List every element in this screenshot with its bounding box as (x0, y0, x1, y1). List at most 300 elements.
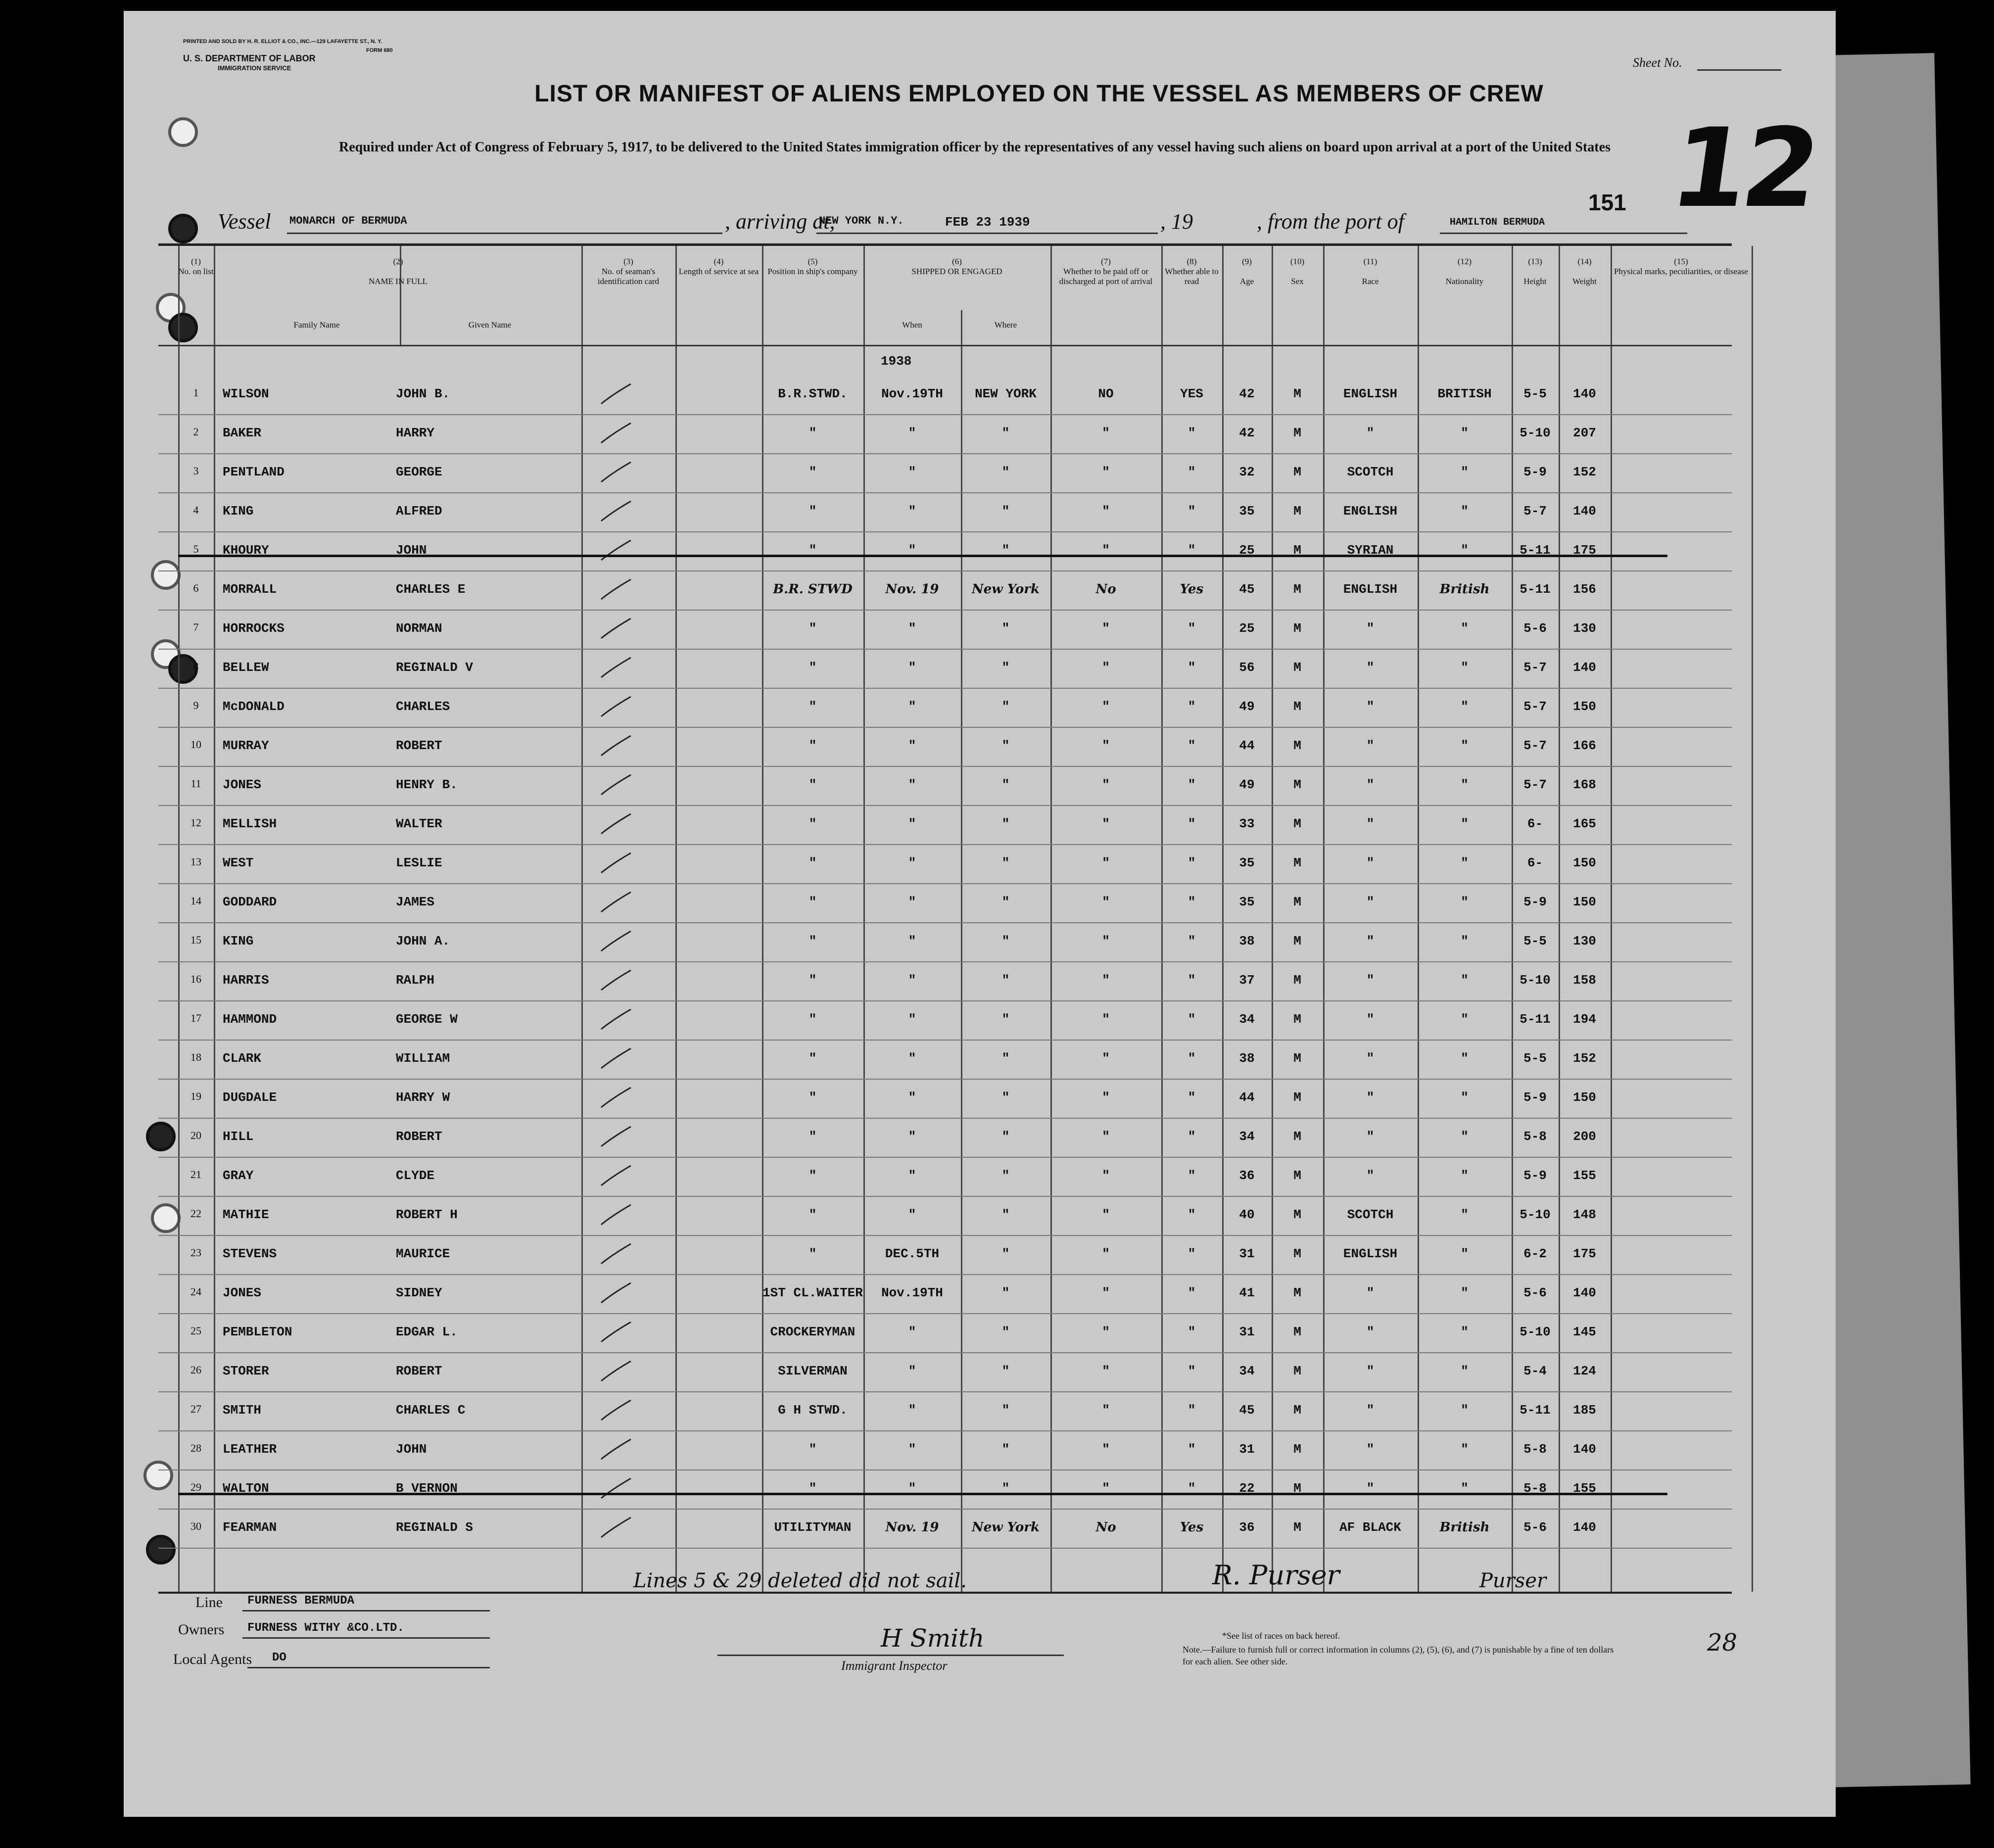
cell-family: WEST (223, 855, 254, 870)
cell-nat: " (1461, 1090, 1469, 1105)
check-mark-icon (599, 1124, 633, 1149)
cell-weight: 156 (1573, 582, 1596, 597)
cell-position: " (808, 1129, 817, 1144)
races-note: *See list of races on back hereof. (1222, 1631, 1340, 1641)
cell-sex: M (1293, 1481, 1301, 1496)
cell-read: " (1187, 1364, 1196, 1378)
cell-position: " (808, 1090, 817, 1105)
table-row (158, 884, 1732, 923)
table-row (158, 1392, 1732, 1431)
cell-where: " (1001, 1207, 1010, 1222)
cell-family: KHOURY (223, 543, 269, 558)
cell-height: 5-5 (1523, 934, 1547, 948)
check-mark-icon (599, 1515, 633, 1540)
cell-age: 35 (1239, 895, 1255, 909)
cell-nat: " (1461, 1442, 1469, 1457)
cell-weight: 150 (1573, 1090, 1596, 1105)
cell-sex: M (1293, 1090, 1301, 1105)
page-subtitle: Required under Act of Congress of February 5, 1917, to be delivered to the United States immigration officer by the representatives of any vessel having such aliens on board upon arrival at a port of the United States (339, 140, 1611, 155)
department: U. S. DEPARTMENT OF LABOR (183, 53, 316, 63)
cell-family: KING (223, 934, 254, 948)
cell-position: " (808, 1051, 817, 1066)
cell-when: " (908, 426, 916, 440)
cell-nat: British (1439, 582, 1490, 597)
cell-read: " (1187, 1168, 1196, 1183)
cell-family: HILL (223, 1129, 254, 1144)
cell-where: " (1001, 699, 1010, 714)
cell-sex: M (1293, 699, 1301, 714)
cell-given: JOHN (396, 1442, 427, 1457)
cell-weight: 155 (1573, 1168, 1596, 1183)
cell-given: CLYDE (396, 1168, 435, 1183)
cell-family: MURRAY (223, 738, 269, 753)
list-number: 151 (1588, 190, 1626, 215)
service: IMMIGRATION SERVICE (218, 64, 291, 72)
from-port-label: , from the port of (1257, 209, 1404, 234)
col-head-10: (10) Sex (1290, 257, 1305, 286)
cell-nat: " (1461, 465, 1469, 479)
cell-race: " (1366, 816, 1375, 831)
sheet-number-line (1697, 69, 1781, 71)
cell-given: GEORGE W (396, 1012, 458, 1027)
cell-paid: No (1095, 1520, 1116, 1535)
cell-read: " (1187, 1481, 1196, 1496)
cell-family: LEATHER (223, 1442, 277, 1457)
cell-family: HORROCKS (223, 621, 285, 636)
cell-race: " (1366, 426, 1375, 440)
cell-age: 38 (1239, 1051, 1255, 1066)
cell-when: Nov. 19 (885, 582, 939, 597)
cell-sex: M (1293, 1246, 1301, 1261)
cell-paid: " (1102, 543, 1110, 558)
cell-read: " (1187, 1246, 1196, 1261)
cell-age: 41 (1239, 1285, 1255, 1300)
cell-position: " (808, 934, 817, 948)
cell-height: 5-8 (1523, 1481, 1547, 1496)
cell-given: HENRY B. (396, 777, 458, 792)
cell-family: PEMBLETON (223, 1325, 292, 1339)
cell-sex: M (1293, 543, 1301, 558)
table-row (158, 1431, 1732, 1470)
cell-given: ROBERT (396, 1364, 442, 1378)
cell-given: WILLIAM (396, 1051, 450, 1066)
cell-weight: 165 (1573, 816, 1596, 831)
cell-nat: " (1461, 816, 1469, 831)
cell-where: " (1001, 895, 1010, 909)
cell-where: " (1001, 1168, 1010, 1183)
cell-height: 5-7 (1523, 504, 1547, 519)
cell-position: " (808, 1168, 817, 1183)
cell-weight: 130 (1573, 934, 1596, 948)
table-row (158, 493, 1732, 532)
cell-read: " (1187, 1207, 1196, 1222)
cell-family: BAKER (223, 426, 262, 440)
cell-no: 21 (190, 1168, 201, 1181)
cell-race: " (1366, 934, 1375, 948)
cell-paid: " (1102, 465, 1110, 479)
cell-age: 25 (1239, 621, 1255, 636)
table-row (158, 766, 1732, 806)
cell-when: " (908, 738, 916, 753)
cell-family: PENTLAND (223, 465, 285, 479)
punch-hole (168, 117, 198, 147)
cell-given: HARRY (396, 426, 435, 440)
cell-sex: M (1293, 1442, 1301, 1457)
cell-given: RALPH (396, 973, 435, 988)
cell-given: JOHN B. (396, 386, 450, 401)
cell-race: ENGLISH (1343, 1246, 1398, 1261)
cell-when: " (908, 895, 916, 909)
cell-where: " (1001, 1090, 1010, 1105)
cell-no: 10 (190, 738, 201, 751)
cell-where: New York (971, 582, 1040, 597)
cell-height: 5-7 (1523, 777, 1547, 792)
cell-sex: M (1293, 816, 1301, 831)
table-row (158, 1196, 1732, 1235)
cell-sex: M (1293, 386, 1301, 401)
cell-read: Yes (1180, 582, 1204, 597)
cell-age: 44 (1239, 738, 1255, 753)
check-mark-icon (599, 1163, 633, 1188)
cell-weight: 148 (1573, 1207, 1596, 1222)
cell-no: 3 (193, 465, 199, 477)
cell-position: " (808, 816, 817, 831)
cell-position: " (808, 660, 817, 675)
cell-paid: " (1102, 1207, 1110, 1222)
cell-when: " (908, 1012, 916, 1027)
cell-where: " (1001, 1325, 1010, 1339)
cell-nat: " (1461, 543, 1469, 558)
cell-sex: M (1293, 1403, 1301, 1418)
cell-where: " (1001, 426, 1010, 440)
cell-given: ROBERT H (396, 1207, 458, 1222)
cell-read: " (1187, 543, 1196, 558)
cell-height: 5-10 (1519, 426, 1551, 440)
table-row (158, 571, 1732, 610)
cell-sex: M (1293, 777, 1301, 792)
agents-label: Local Agents (173, 1651, 252, 1667)
cell-position: B.R.STWD. (778, 386, 848, 401)
check-mark-icon (599, 733, 633, 758)
cell-paid: " (1102, 1051, 1110, 1066)
cell-no: 15 (190, 934, 201, 946)
cell-nat: " (1461, 699, 1469, 714)
col-subhead-family: Family Name (293, 320, 340, 330)
check-mark-icon (599, 499, 633, 523)
cell-race: ENGLISH (1343, 386, 1398, 401)
cell-race: SCOTCH (1347, 465, 1394, 479)
cell-no: 19 (190, 1090, 201, 1102)
cell-age: 38 (1239, 934, 1255, 948)
table-row (158, 610, 1732, 649)
cell-nat: " (1461, 1168, 1469, 1183)
cell-no: 6 (193, 582, 199, 594)
cell-height: 5-6 (1523, 621, 1547, 636)
col-head-4: (4) Length of service at sea (678, 257, 759, 276)
check-mark-icon (599, 616, 633, 641)
check-mark-icon (599, 1398, 633, 1422)
cell-height: 5-7 (1523, 660, 1547, 675)
cell-position: " (808, 1207, 817, 1222)
table-row (158, 1275, 1732, 1314)
cell-nat: " (1461, 855, 1469, 870)
table-row (158, 923, 1732, 962)
cell-height: 6-2 (1523, 1246, 1547, 1261)
cell-race: SYRIAN (1347, 543, 1394, 558)
col-head-9: (9) Age (1239, 257, 1254, 286)
table-row (158, 1001, 1732, 1040)
cell-when: " (908, 816, 916, 831)
cell-position: " (808, 426, 817, 440)
strike-through-line (178, 555, 1667, 557)
cell-read: " (1187, 934, 1196, 948)
check-mark-icon (599, 1241, 633, 1266)
cell-race: " (1366, 1442, 1375, 1457)
cell-nat: " (1461, 504, 1469, 519)
cell-sex: M (1293, 1051, 1301, 1066)
cell-paid: " (1102, 777, 1110, 792)
cell-race: " (1366, 777, 1375, 792)
cell-nat: " (1461, 738, 1469, 753)
cell-age: 34 (1239, 1129, 1255, 1144)
cell-family: BELLEW (223, 660, 269, 675)
cell-paid: " (1102, 1481, 1110, 1496)
cell-age: 56 (1239, 660, 1255, 675)
cell-weight: 130 (1573, 621, 1596, 636)
cell-nat: " (1461, 777, 1469, 792)
cell-height: 5-11 (1519, 543, 1551, 558)
cell-read: " (1187, 699, 1196, 714)
cell-when: " (908, 621, 916, 636)
cell-weight: 155 (1573, 1481, 1596, 1496)
cell-height: 5-11 (1519, 1403, 1551, 1418)
cell-given: JAMES (396, 895, 435, 909)
cell-weight: 140 (1573, 386, 1596, 401)
cell-paid: " (1102, 621, 1110, 636)
cell-read: " (1187, 1129, 1196, 1144)
cell-paid: " (1102, 1403, 1110, 1418)
cell-race: " (1366, 1285, 1375, 1300)
col-head-11: (11) Race (1362, 257, 1379, 286)
cell-height: 5-10 (1519, 1325, 1551, 1339)
col-subhead-where: Where (994, 320, 1017, 330)
check-mark-icon (599, 1437, 633, 1462)
penalty-note: Note.—Failure to furnish full or correct information in columns (2), (5), (6), and (7) is punishable by a fine of ten dollars for each alien. See other side. (1183, 1645, 1614, 1666)
cell-height: 5-4 (1523, 1364, 1547, 1378)
cell-position: " (808, 543, 817, 558)
cell-family: WILSON (223, 386, 269, 401)
cell-when: " (908, 699, 916, 714)
cell-read: " (1187, 1442, 1196, 1457)
cell-nat: " (1461, 1481, 1469, 1496)
cell-read: " (1187, 895, 1196, 909)
page-title: LIST OR MANIFEST OF ALIENS EMPLOYED ON THE VESSEL AS MEMBERS OF CREW (534, 81, 1544, 107)
cell-position: " (808, 699, 817, 714)
cell-read: " (1187, 465, 1196, 479)
cell-given: SIDNEY (396, 1285, 442, 1300)
check-mark-icon (599, 851, 633, 875)
cell-where: " (1001, 1481, 1010, 1496)
cell-read: " (1187, 660, 1196, 675)
cell-sex: M (1293, 426, 1301, 440)
cell-height: 5-6 (1523, 1285, 1547, 1300)
cell-no: 4 (193, 504, 199, 516)
table-row (158, 532, 1732, 571)
cell-where: " (1001, 855, 1010, 870)
cell-sex: M (1293, 1520, 1301, 1535)
table-row (158, 1353, 1732, 1392)
deletion-note: Lines 5 & 29 deleted did not sail. (633, 1569, 967, 1592)
cell-race: " (1366, 1481, 1375, 1496)
cell-family: CLARK (223, 1051, 262, 1066)
cell-weight: 145 (1573, 1325, 1596, 1339)
cell-position: B.R. STWD (773, 582, 853, 597)
cell-paid: " (1102, 1285, 1110, 1300)
cell-weight: 207 (1573, 426, 1596, 440)
cell-sex: M (1293, 934, 1301, 948)
cell-race: " (1366, 1129, 1375, 1144)
owners-label: Owners (178, 1621, 225, 1638)
vessel-label: Vessel (218, 209, 271, 234)
cell-when: Nov. 19 (885, 1520, 939, 1535)
check-mark-icon (599, 1280, 633, 1305)
cell-paid: " (1102, 895, 1110, 909)
cell-sex: M (1293, 738, 1301, 753)
check-mark-icon (599, 381, 633, 406)
cell-no: 28 (190, 1442, 201, 1454)
cell-position: " (808, 895, 817, 909)
cell-where: " (1001, 934, 1010, 948)
table-row (158, 845, 1732, 884)
cell-paid: " (1102, 934, 1110, 948)
cell-when: " (908, 1481, 916, 1496)
cell-when: " (908, 1325, 916, 1339)
cell-height: 5-11 (1519, 1012, 1551, 1027)
cell-nat: " (1461, 1246, 1469, 1261)
cell-given: HARRY W (396, 1090, 450, 1105)
check-mark-icon (599, 890, 633, 914)
check-mark-icon (599, 577, 633, 602)
cell-no: 14 (190, 895, 201, 907)
cell-height: 5-10 (1519, 1207, 1551, 1222)
cell-given: REGINALD V (396, 660, 474, 675)
cell-age: 44 (1239, 1090, 1255, 1105)
table-row (158, 649, 1732, 688)
vessel-name: MONARCH OF BERMUDA (289, 215, 407, 227)
cell-weight: 150 (1573, 699, 1596, 714)
cell-age: 22 (1239, 1481, 1255, 1496)
col-head-2: (2) NAME IN FULL (369, 257, 427, 286)
cell-where: " (1001, 1051, 1010, 1066)
cell-where: " (1001, 465, 1010, 479)
cell-weight: 194 (1573, 1012, 1596, 1027)
cell-nat: " (1461, 426, 1469, 440)
cell-when: " (908, 973, 916, 988)
cell-no: 11 (190, 777, 201, 790)
col-head-5: (5) Position in ship's company (767, 257, 858, 276)
cell-nat: " (1461, 1325, 1469, 1339)
cell-sex: M (1293, 621, 1301, 636)
check-mark-icon (599, 694, 633, 719)
cell-sex: M (1293, 855, 1301, 870)
cell-read: " (1187, 777, 1196, 792)
cell-paid: " (1102, 426, 1110, 440)
cell-height: 5-9 (1523, 1090, 1547, 1105)
cell-height: 5-7 (1523, 699, 1547, 714)
cell-height: 5-7 (1523, 738, 1547, 753)
col-head-8: (8) Whether able to read (1165, 257, 1219, 286)
cell-age: 35 (1239, 504, 1255, 519)
cell-given: CHARLES C (396, 1403, 466, 1418)
cell-family: JONES (223, 1285, 262, 1300)
cell-given: EDGAR L. (396, 1325, 458, 1339)
cell-where: " (1001, 660, 1010, 675)
cell-family: WALTON (223, 1481, 269, 1496)
table-row (158, 962, 1732, 1001)
cell-weight: 152 (1573, 465, 1596, 479)
cell-nat: " (1461, 621, 1469, 636)
check-mark-icon (599, 1476, 633, 1501)
inspector-signature: H Smith (881, 1624, 985, 1653)
cell-family: STORER (223, 1364, 269, 1378)
agents-value: DO (272, 1651, 286, 1664)
arrival-date: FEB 23 1939 (945, 215, 1030, 230)
cell-given: JOHN A. (396, 934, 450, 948)
cell-paid: " (1102, 738, 1110, 753)
cell-where: " (1001, 1364, 1010, 1378)
cell-family: STEVENS (223, 1246, 277, 1261)
cell-nat: " (1461, 934, 1469, 948)
cell-height: 5-9 (1523, 465, 1547, 479)
cell-position: " (808, 1246, 817, 1261)
cell-position: " (808, 465, 817, 479)
table-row (158, 454, 1732, 493)
cell-nat: " (1461, 1207, 1469, 1222)
cell-age: 35 (1239, 855, 1255, 870)
cell-sex: M (1293, 582, 1301, 597)
cell-no: 25 (190, 1325, 201, 1337)
cell-height: 5-10 (1519, 973, 1551, 988)
cell-weight: 200 (1573, 1129, 1596, 1144)
cell-family: HAMMOND (223, 1012, 277, 1027)
cell-where: " (1001, 504, 1010, 519)
cell-height: 5-6 (1523, 1520, 1547, 1535)
cell-no: 7 (193, 621, 199, 633)
check-mark-icon (599, 460, 633, 484)
cell-race: ENGLISH (1343, 504, 1398, 519)
cell-sex: M (1293, 973, 1301, 988)
col-head-13: (13) Height (1523, 257, 1547, 286)
cell-age: 45 (1239, 1403, 1255, 1418)
cell-family: HARRIS (223, 973, 269, 988)
year-label: , 19 (1160, 209, 1193, 234)
cell-no: 1 (193, 386, 199, 399)
cell-race: " (1366, 895, 1375, 909)
cell-position: " (808, 621, 817, 636)
sheet-number-label: Sheet No. (1633, 55, 1682, 70)
arriving-port: NEW YORK N.Y. (819, 215, 904, 227)
cell-position: SILVERMAN (778, 1364, 848, 1378)
strike-through-line (178, 1493, 1667, 1495)
cell-race: " (1366, 1051, 1375, 1066)
cell-race: " (1366, 1090, 1375, 1105)
cell-given: CHARLES (396, 699, 450, 714)
cell-nat: " (1461, 1129, 1469, 1144)
cell-weight: 152 (1573, 1051, 1596, 1066)
cell-nat: BRITISH (1437, 386, 1492, 401)
cell-no: 16 (190, 973, 201, 985)
table-row (158, 1509, 1732, 1548)
